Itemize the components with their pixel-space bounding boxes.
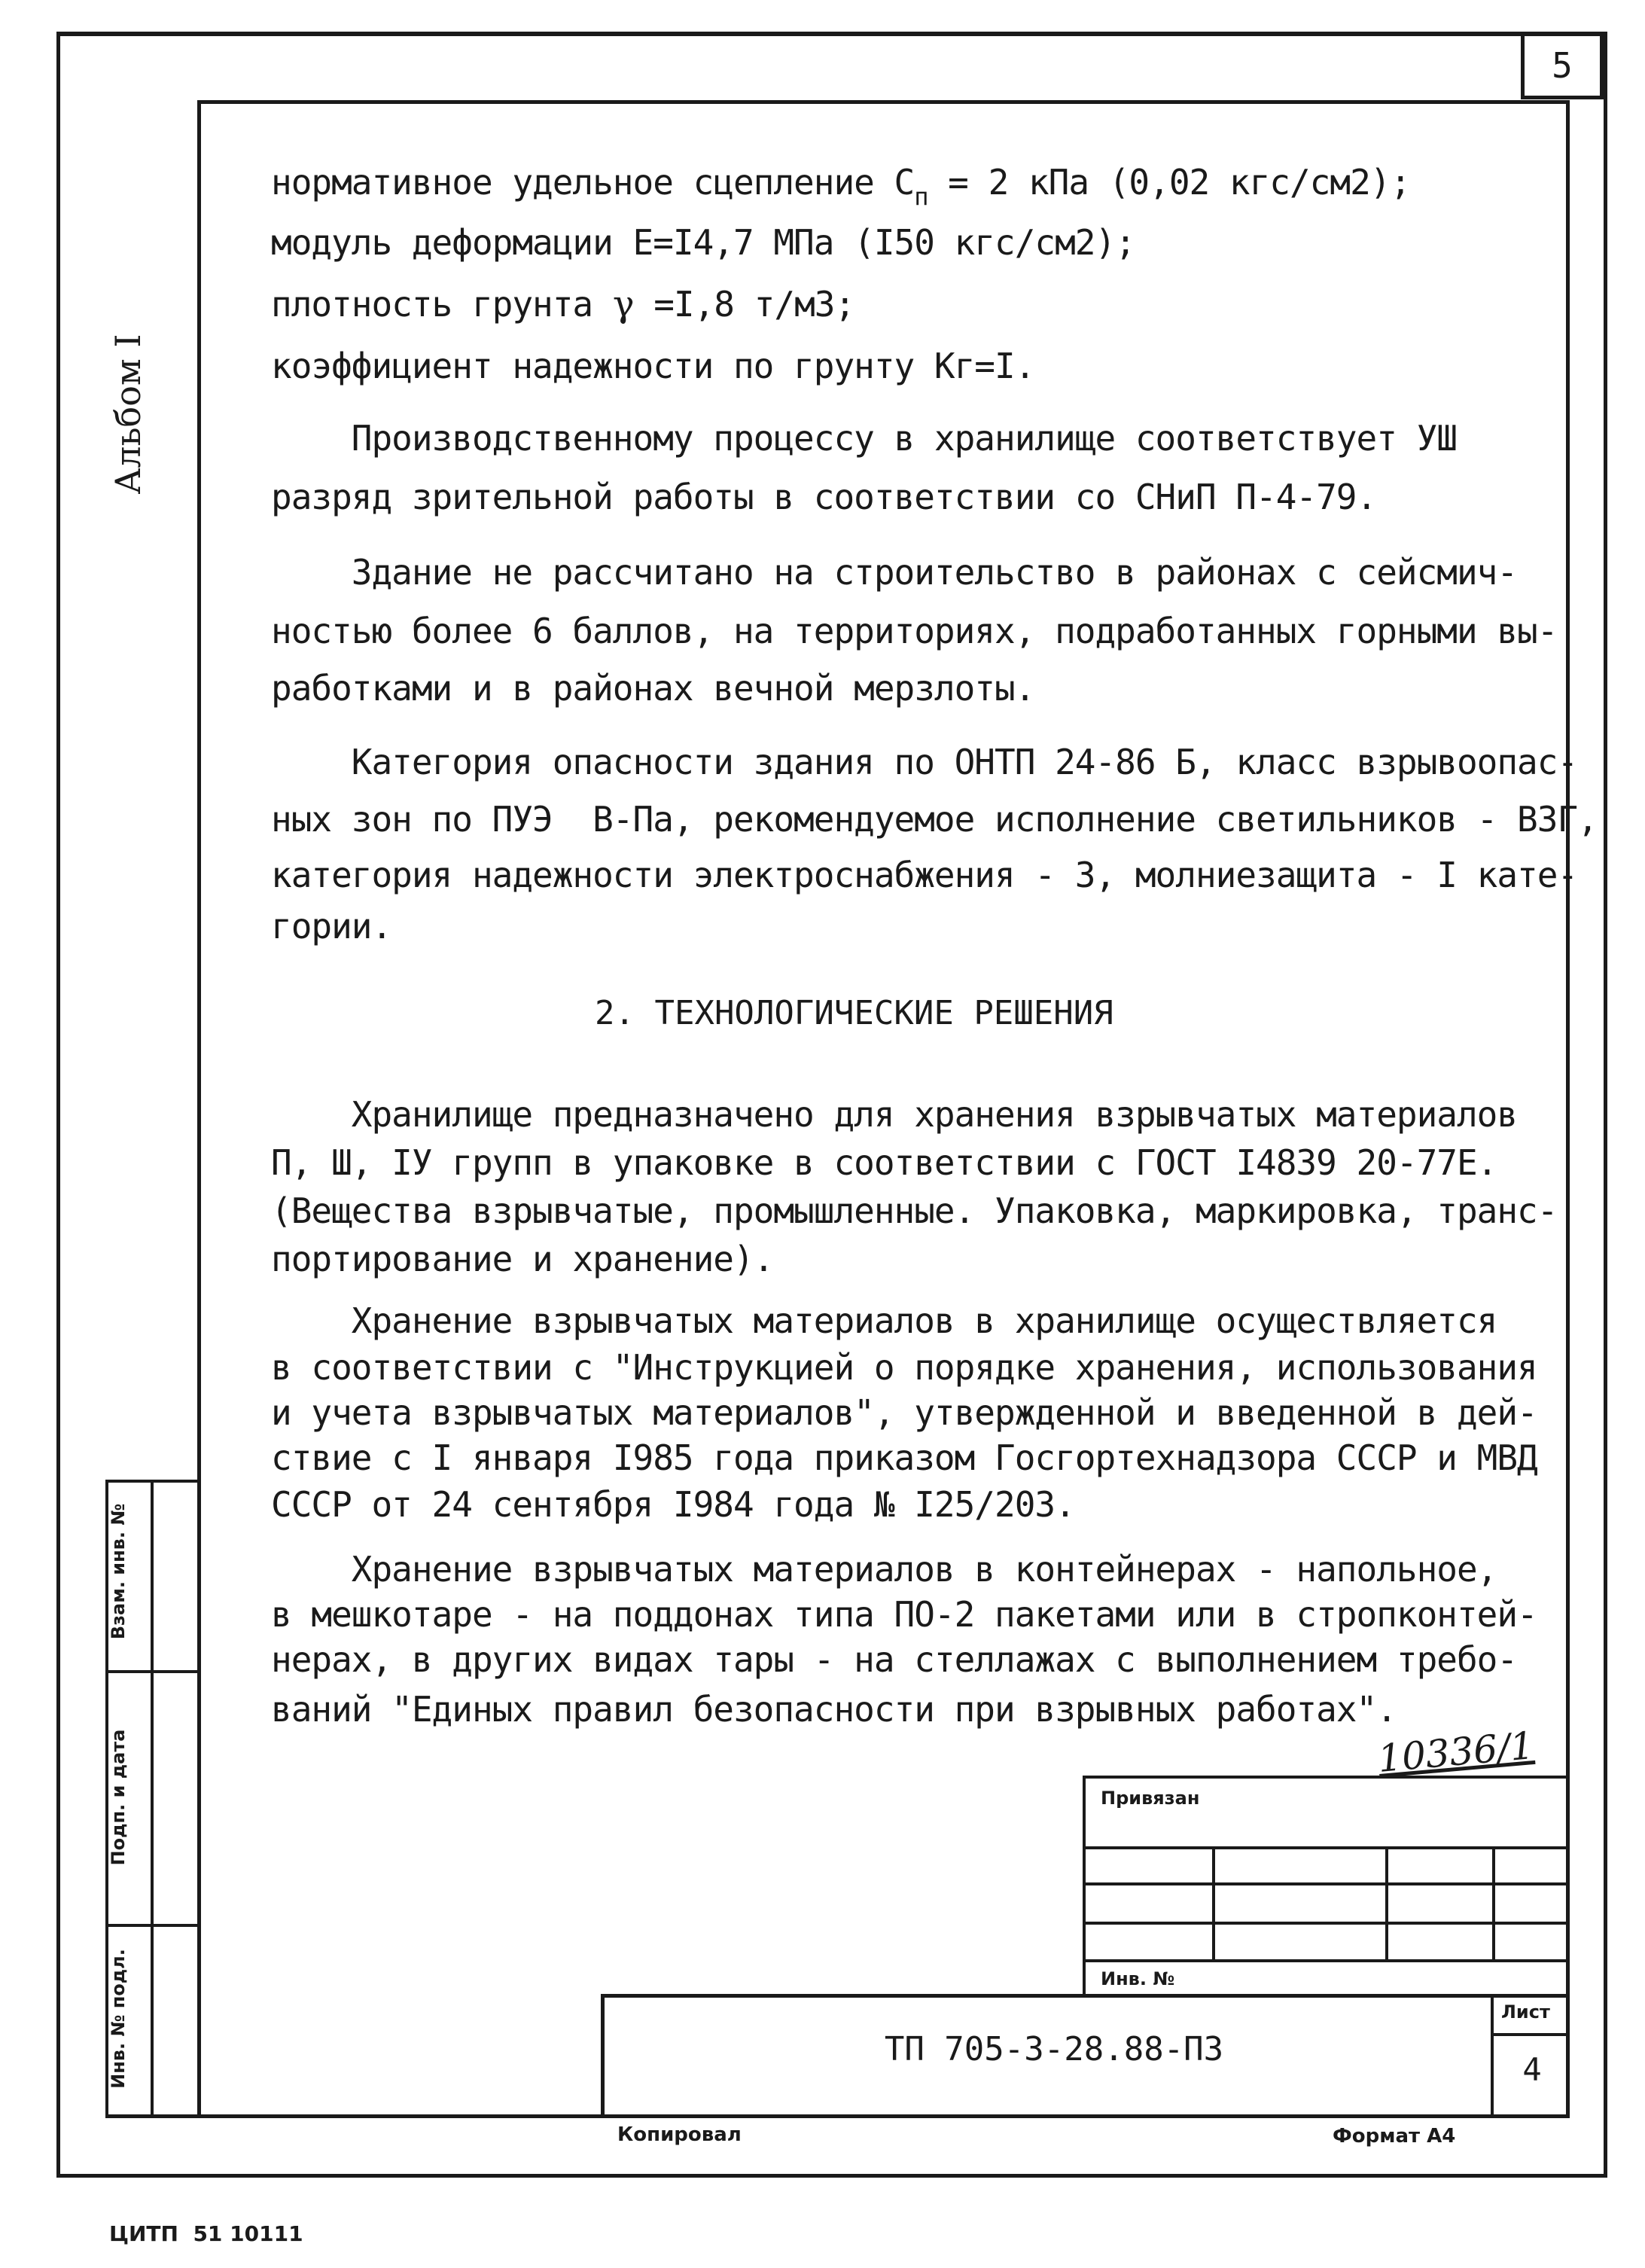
text-line: П, Ш, IУ групп в упаковке в соответствии с ГОСТ I4839 20-77Е.	[271, 1142, 1497, 1183]
side-label-inv-podl: Инв. № подл.	[108, 1949, 129, 2089]
footer-format: Формат А4	[1333, 2125, 1456, 2148]
text-line: Хранилище предназначено для хранения взрывчатых материалов	[271, 1094, 1518, 1135]
stamp-attached-label: Привязан	[1101, 1788, 1200, 1809]
text-line: Производственному процессу в хранилище соответствует УШ	[271, 418, 1457, 459]
text-line: СССР от 24 сентября I984 года № I25/203.	[271, 1484, 1075, 1525]
cohesion-subscript: п	[914, 182, 928, 211]
inner-frame-top	[197, 100, 1569, 104]
text-line: плотность грунта γ =I,8 т/м3;	[271, 283, 855, 325]
outer-frame-right	[1604, 32, 1607, 2178]
sheet-number: 4	[1522, 2051, 1542, 2088]
outer-frame-top	[56, 32, 1607, 36]
text-line: в мешкотаре - на поддонах типа ПО-2 пакетами или в стропконтей-	[271, 1594, 1537, 1635]
handwritten-number: 10336/1	[1375, 1724, 1536, 1781]
stamp-col-3	[1492, 1846, 1495, 1959]
sheet-row-divider	[1491, 2033, 1570, 2036]
text-line: портирование и хранение).	[271, 1239, 774, 1279]
text-line: Хранение взрывчатых материалов в контейнерах - напольное,	[271, 1549, 1497, 1590]
text-line: ных зон по ПУЭ В-Па, рекомендуемое исполнение светильников - ВЗГ,	[271, 799, 1598, 840]
density-symbol: γ	[612, 283, 634, 325]
sheet-label: Лист	[1501, 2001, 1550, 2023]
text-line: нормативное удельное сцепление $C_п = 2$ кПа (0,02 кгс/см2);	[271, 162, 1411, 211]
stamp-col-2	[1385, 1846, 1388, 1959]
text-line: работками и в районах вечной мерзлоты.	[271, 668, 1035, 709]
text-line: ваний "Единых правил безопасности при взрывных работах".	[271, 1689, 1397, 1730]
stamp-row-2	[1083, 1882, 1570, 1885]
stamp-row-4	[1083, 1959, 1570, 1962]
side-label-podp-data: Подп. и дата	[108, 1729, 129, 1866]
side-col-divider	[151, 1480, 154, 2116]
text-line: модуль деформации E=I4,7 МПа (I50 кгс/см2);	[271, 222, 1135, 263]
outer-frame-bottom	[56, 2174, 1607, 2178]
outer-frame-left	[56, 32, 60, 2178]
text-line: гории.	[271, 906, 392, 947]
page-number: 5	[1552, 45, 1573, 86]
text-line: ствие с I января I985 года приказом Госгортехнадзора СССР и МВД	[271, 1437, 1537, 1478]
text-line: разряд зрительной работы в соответствии со СНиП П-4-79.	[271, 477, 1377, 517]
album-label: Альбом I	[108, 334, 148, 495]
footer-copied: Копировал	[617, 2123, 742, 2146]
footer-org-code: ЦИТП 51 10111	[109, 2221, 303, 2246]
stamp-row-1	[1083, 1846, 1570, 1849]
text-line: (Вещества взрывчатые, промышленные. Упаковка, маркировка, транс-	[271, 1190, 1558, 1231]
text-line: коэффициент надежности по грунту Кг=I.	[271, 346, 1035, 386]
stamp-inv-label: Инв. №	[1101, 1968, 1175, 1989]
side-label-vzam-inv: Взам. инв. №	[108, 1503, 129, 1640]
text-line: ностью более 6 баллов, на территориях, подработанных горными вы-	[271, 611, 1558, 651]
section-heading: 2. ТЕХНОЛОГИЧЕСКИЕ РЕШЕНИЯ	[595, 994, 1113, 1032]
sheet-col-divider	[1491, 1994, 1494, 2118]
text-line: Категория опасности здания по ОНТП 24-86 Б, класс взрывоопас-	[271, 742, 1578, 782]
page-number-box	[1521, 32, 1604, 99]
doc-code: ТП 705-3-28.88-ПЗ	[884, 2030, 1224, 2068]
text-line: Здание не рассчитано на строительство в районах с сейсмич-	[271, 552, 1518, 593]
text-line: категория надежности электроснабжения - 3, молниезащита - I кате-	[271, 855, 1578, 895]
text-line: и учета взрывчатых материалов", утвержденной и введенной в дей-	[271, 1392, 1537, 1433]
text-line: нерах, в других видах тары - на стеллажах с выполнением требо-	[271, 1639, 1518, 1680]
text-line: в соответствии с "Инструкцией о порядке хранения, использования	[271, 1347, 1537, 1388]
stamp-row-3	[1083, 1922, 1570, 1925]
inner-frame-left	[197, 100, 201, 2118]
text-line: Хранение взрывчатых материалов в хранилище осуществляется	[271, 1300, 1497, 1341]
stamp-col-1	[1212, 1846, 1215, 1959]
side-col-h1	[105, 1670, 200, 1673]
